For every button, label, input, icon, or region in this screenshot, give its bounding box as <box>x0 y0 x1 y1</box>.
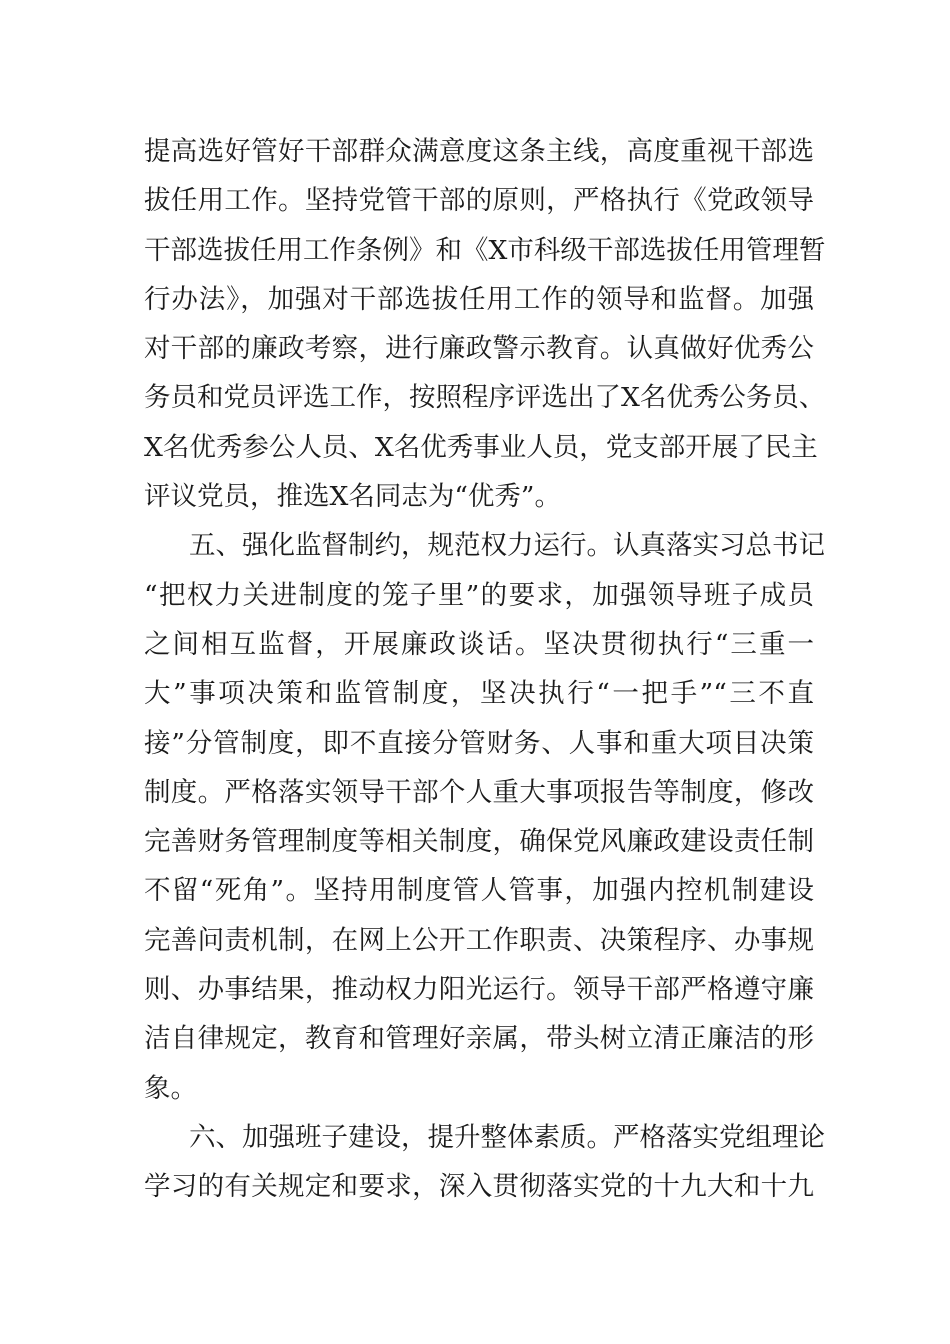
text-line: 学习的有关规定和要求，深入贯彻落实党的十九大和十九 <box>144 1171 814 1203</box>
text-line: X名优秀参公人员、X名优秀事业人员，党支部开展了民主 <box>144 431 818 463</box>
text-line: 大”事项决策和监管制度，坚决执行“一把手”“三不直 <box>144 678 814 710</box>
text-line: 之间相互监督，开展廉政谈话。坚决贯彻执行“三重一 <box>144 628 814 660</box>
paragraph-six-heading-line: 六、加强班子建设，提升整体素质。严格落实党组理论 <box>189 1121 825 1153</box>
paragraph-five-heading-line: 五、强化监督制约，规范权力运行。认真落实习总书记 <box>189 530 825 562</box>
text-line: 制度。严格落实领导干部个人重大事项报告等制度，修改 <box>144 776 814 808</box>
text-line: 行办法》，加强对干部选拔任用工作的领导和监督。加强 <box>144 283 814 315</box>
text-line: 洁自律规定，教育和管理好亲属，带头树立清正廉洁的形 <box>144 1023 814 1055</box>
document-body <box>144 127 826 1212</box>
text-line: 提高选好管好干部群众满意度这条主线，高度重视干部选 <box>144 136 814 167</box>
text-line: 拔任用工作。坚持党管干部的原则，严格执行《党政领导 <box>144 185 814 217</box>
text-line: “把权力关进制度的笼子里”的要求，加强领导班子成员 <box>144 579 814 611</box>
text-line: 象。 <box>144 1072 197 1104</box>
text-line: 务员和党员评选工作，按照程序评选出了X名优秀公务员、 <box>144 382 826 414</box>
text-line: 接”分管制度，即不直接分管财务、人事和重大项目决策 <box>144 727 814 759</box>
text-line: 则、办事结果，推动权力阳光运行。领导干部严格遵守廉 <box>144 974 814 1006</box>
text-line: 不留“死角”。坚持用制度管人管事，加强内控机制建设 <box>144 875 814 907</box>
text-line: 评议党员，推选X名同志为“优秀”。 <box>144 481 561 513</box>
text-line: 干部选拔任用工作条例》和《X市科级干部选拔任用管理暂 <box>144 234 826 266</box>
text-line: 对干部的廉政考察，进行廉政警示教育。认真做好优秀公 <box>144 333 814 365</box>
text-line: 完善财务管理制度等相关制度，确保党风廉政建设责任制 <box>144 826 814 858</box>
text-line: 完善问责机制，在网上公开工作职责、决策程序、办事规 <box>144 924 814 956</box>
